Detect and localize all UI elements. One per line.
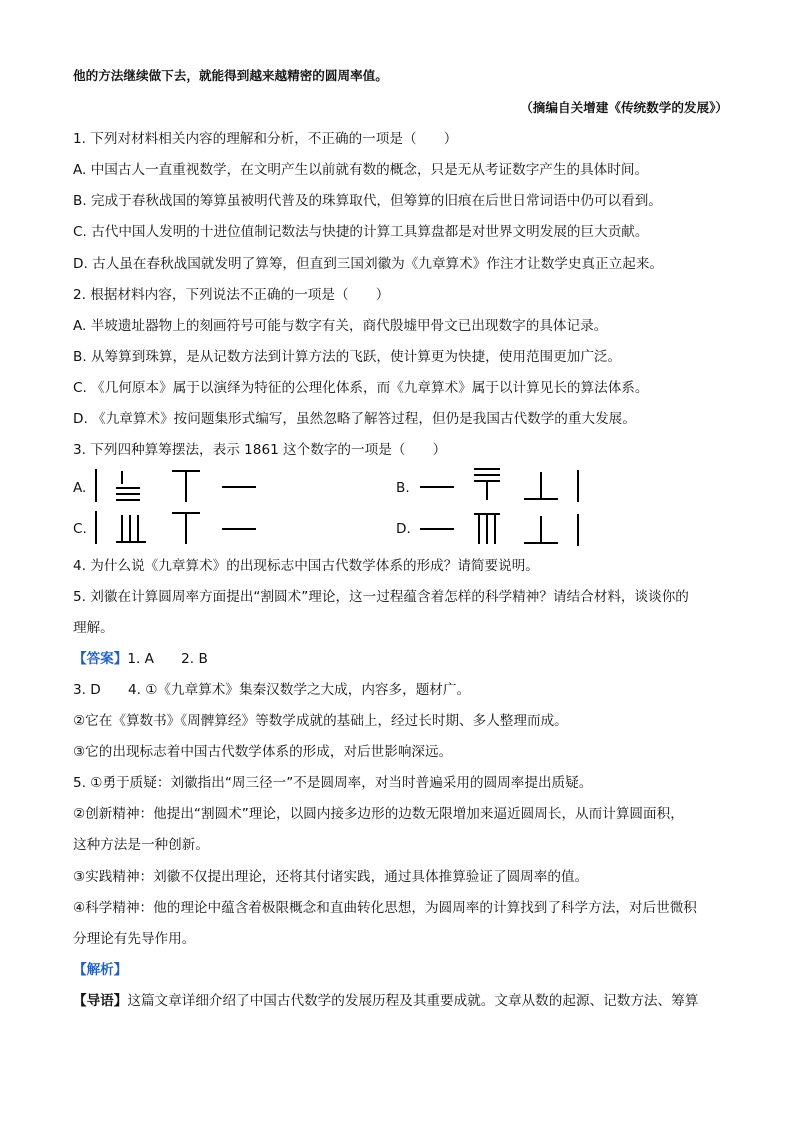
q2-stem: 2. 根据材料内容，下列说法不正确的一项是（ ） xyxy=(73,287,390,303)
q3-option-c-label: C. xyxy=(73,521,87,537)
q1-option-c: C. 古代中国人发明的十进位值制记数法与快捷的计算工具算盘都是对世界文明发展的巨大贡献。 xyxy=(73,224,649,240)
q5-stem-line2: 理解。 xyxy=(73,620,114,636)
q3-option-c-rods xyxy=(90,510,270,546)
q3-option-b-label: B. xyxy=(396,480,410,496)
answer-line-10: 分理论有先导作用。 xyxy=(73,931,196,947)
answer-line-2: 3. D 4. ①《九章算术》集秦汉数学之大成，内容多，题材广。 xyxy=(73,682,471,698)
q2-option-d: D. 《九章算术》按问题集形式编写，虽然忽略了解答过程，但仍是我国古代数学的重大发展。 xyxy=(73,411,636,427)
q3-option-a-rods xyxy=(90,468,270,504)
q3-stem: 3. 下列四种算筹摆法，表示 1861 这个数字的一项是（ ） xyxy=(73,442,447,458)
guide-tag: 【导语】 xyxy=(73,993,128,1009)
answer-line-3: ②它在《算数书》《周髀算经》等数学成就的基础上，经过长时期、多人整理而成。 xyxy=(73,713,568,729)
q2-option-b: B. 从筹算到珠算，是从记数方法到计算方法的飞跃，使计算更为快捷，使用范围更加广泛。 xyxy=(73,349,622,365)
answer-line-4: ③它的出现标志着中国古代数学体系的形成，对后世影响深远。 xyxy=(73,744,453,760)
guide-text: 这篇文章详细介绍了中国古代数学的发展历程及其重要成就。文章从数的起源、记数方法、筹算 xyxy=(127,993,699,1009)
q1-option-b: B. 完成于春秋战国的筹算虽被明代普及的珠算取代，但筹算的旧痕在后世日常词语中仍可以看到。 xyxy=(73,193,662,209)
q3-option-b-rods xyxy=(414,466,594,504)
q3-option-a-label: A. xyxy=(73,480,87,496)
analysis-heading xyxy=(73,961,127,979)
answer-q1-q2: 1. A 2. B xyxy=(127,651,208,667)
source-citation: （摘编自关增建《传统数学的发展》） xyxy=(520,100,728,115)
guide-line xyxy=(73,992,698,1010)
answer-line-1 xyxy=(73,650,208,668)
answer-line-9: ④科学精神：他的理论中蕴含着极限概念和直曲转化思想，为圆周率的计算找到了科学方法，对后世微积 xyxy=(73,900,697,916)
q2-option-a: A. 半坡遗址器物上的刻画符号可能与数字有关，商代殷墟甲骨文已出现数字的具体记录。 xyxy=(73,318,608,334)
q2-option-c: C. 《几何原本》属于以演绎为特征的公理化体系，而《九章算术》属于以计算见长的算法体系。 xyxy=(73,380,649,396)
q5-stem-line1: 5. 刘徽在计算圆周率方面提出“割圆术”理论，这一过程蕴含着怎样的科学精神？请结合材料，谈谈你的 xyxy=(73,589,689,605)
q1-option-d: D. 古人虽在春秋战国就发明了算筹，但直到三国刘徽为《九章算术》作注才让数学史真正立起来。 xyxy=(73,256,664,272)
answer-tag: 【答案】 xyxy=(73,651,128,667)
q1-stem: 1. 下列对材料相关内容的理解和分析，不正确的一项是（ ） xyxy=(73,131,458,147)
intro-line: 他的方法继续做下去，就能得到越来越精密的圆周率值。 xyxy=(73,68,388,83)
answer-line-7: 这种方法是一种创新。 xyxy=(73,837,209,853)
answer-line-8: ③实践精神：刘徽不仅提出理论，还将其付诸实践，通过具体推算验证了圆周率的值。 xyxy=(73,869,589,885)
q3-option-d-rods xyxy=(414,510,594,548)
q4-stem: 4. 为什么说《九章算术》的出现标志中国古代数学体系的形成？请简要说明。 xyxy=(73,558,539,574)
q3-option-d-label: D. xyxy=(396,521,411,537)
answer-line-6: ②创新精神：他提出“割圆术”理论，以圆内接多边形的边数无限增加来逼近圆周长，从而计算圆面积， xyxy=(73,806,684,822)
analysis-tag: 【解析】 xyxy=(73,962,128,978)
q1-option-a: A. 中国古人一直重视数学，在文明产生以前就有数的概念，只是无从考证数字产生的具体时间。 xyxy=(73,162,649,178)
answer-line-5: 5. ①勇于质疑：刘徽指出“周三径一”不是圆周率，对当时普遍采用的圆周率提出质疑。 xyxy=(73,775,593,791)
